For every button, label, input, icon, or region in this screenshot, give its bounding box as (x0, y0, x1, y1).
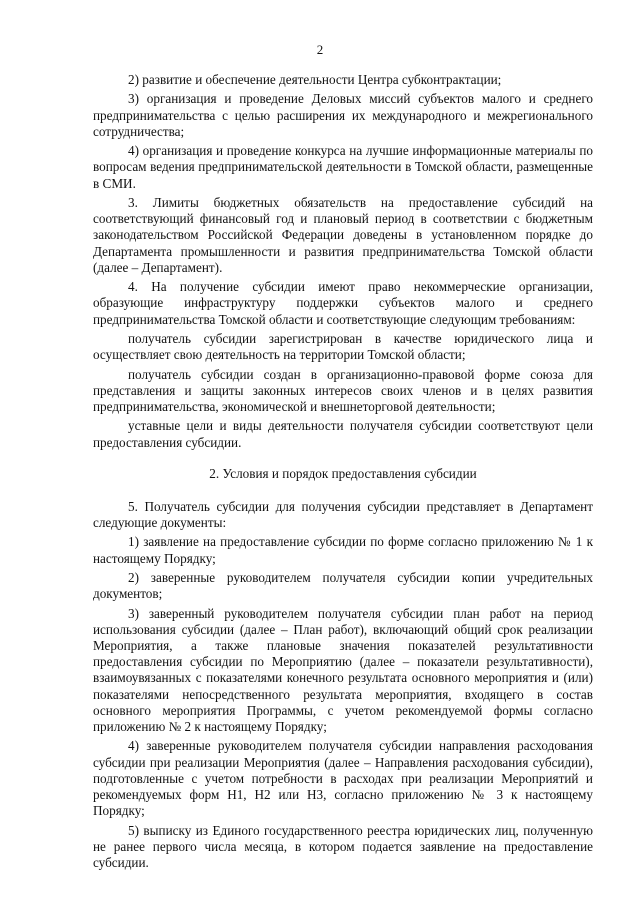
paragraph-requirement-3: уставные цели и виды деятельности получателя субсидии соответствуют цели предоставления субсидии. (93, 418, 593, 450)
paragraph-item-2: 2) развитие и обеспечение деятельности Центра субконтрактации; (128, 72, 502, 87)
paragraph-document-4: 4) заверенные руководителем получателя субсидии направления расходования субсидии при реализации Мероприятия (далее – Направления расходования субсидии), подготовленные с учетом потребности в расходах при реализации Мероприятий и рекомендуемых форм Н1, Н2 или Н3, согласно приложению № 3 к настоящему Порядку; (93, 738, 593, 819)
paragraph-item-3: 3) организация и проведение Деловых миссий субъектов малого и среднего предпринимательства с целью расширения их международного и межрегионального сотрудничества; (93, 91, 593, 139)
paragraph-document-5: 5) выписку из Единого государственного реестра юридических лиц, полученную не ранее первого числа месяца, в котором подается заявление на предоставление субсидии. (93, 822, 593, 870)
paragraph-requirement-2: получатель субсидии создан в организационно-правовой форме союза для представления и защиты законных интересов своих членов и в целях развития предпринимательства, экономической и внешнеторговой деятельности; (93, 366, 593, 414)
paragraph-document-3: 3) заверенный руководителем получателя субсидии план работ на период использования субсидии (далее – План работ), включающий общий срок реализации Мероприятия, а также плановые значения показателей результативности предоставления субсидии по Мероприятию (далее – показатели результативности), взаимоувязанных с показателями конечного результата основного мероприятия и (или) показателями непосредственного результата мероприятия, входящего в состав основного мероприятия Программы, с учетом рекомендуемой формы согласно приложению № 2 к настоящему Порядку; (93, 605, 593, 734)
paragraph-requirement-1: получатель субсидии зарегистрирован в качестве юридического лица и осуществляет свою деятельность на территории Томской области; (93, 330, 593, 363)
section-heading: 2. Условия и порядок предоставления субсидии (209, 465, 477, 481)
paragraph-item-4: 4) организация и проведение конкурса на лучшие информационные материалы по вопросам ведения предпринимательской деятельности в Томской области, размещенные в СМИ. (93, 143, 593, 191)
paragraph-clause-4: 4. На получение субсидии имеют право некоммерческие организации, образующие инфраструктуру поддержки субъектов малого и среднего предпринимательства Томской области и соответствующие следующим требованиям: (93, 279, 593, 327)
paragraph-document-2: 2) заверенные руководителем получателя субсидии копии учредительных документов; (93, 569, 593, 602)
paragraph-clause-3: 3. Лимиты бюджетных обязательств на предоставление субсидий на соответствующий финансовый год и плановый период в соответствии с бюджетным законодательством Российской Федерации доведены в установленном порядке до Департамента промышленности и развития предпринимательства Томской области (далее – Департамент). (93, 194, 593, 275)
paragraph-document-1: 1) заявление на предоставление субсидии по форме согласно приложению № 1 к настоящему Порядку; (93, 534, 593, 566)
page-number: 2 (316, 42, 324, 57)
paragraph-clause-5: 5. Получатель субсидии для получения субсидии представляет в Департамент следующие документы: (93, 498, 593, 530)
document-body (93, 72, 593, 874)
